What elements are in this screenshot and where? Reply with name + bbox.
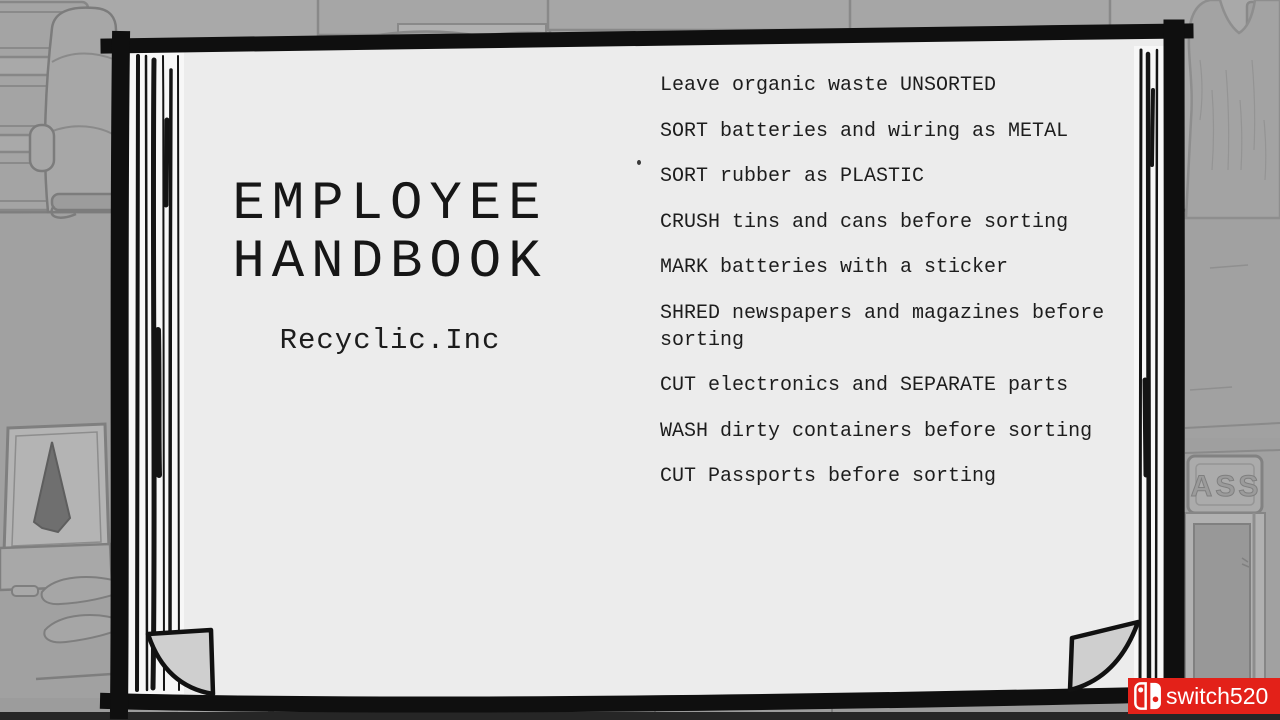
rules-list [660,72,1128,509]
handbook-title-block [140,176,640,357]
handbook-title-line2: HANDBOOK [232,232,548,293]
rule-item: CUT electronics and SEPARATE parts [660,374,1069,397]
handbook-title-line1: EMPLOYEE [232,174,548,235]
watermark-banner [1128,678,1280,714]
wood-grain-right [1134,46,1166,692]
rule-item: SORT rubber as PLASTIC [660,165,925,188]
rule-item: SHRED newspapers and magazines before sorting [660,301,1105,352]
wood-grain-left [129,52,184,694]
rule-item: CRUSH tins and cans before sorting [660,210,1069,234]
rule-item: WASH dirty containers before sorting [660,419,1093,443]
rule-item: SORT batteries and wiring as METAL [660,119,1069,143]
watermark-label: switch520 [1166,682,1269,709]
company-name: Recyclic.Inc [279,324,501,357]
rule-item: Leave organic waste UNSORTED [660,74,997,97]
cursor-dot [637,160,641,165]
rule-item: MARK batteries with a sticker [660,256,1009,279]
rule-item: CUT Passports before sorting [660,465,997,488]
chute-sign-text: ASS [1190,470,1262,503]
nintendo-switch-icon [1133,681,1163,711]
